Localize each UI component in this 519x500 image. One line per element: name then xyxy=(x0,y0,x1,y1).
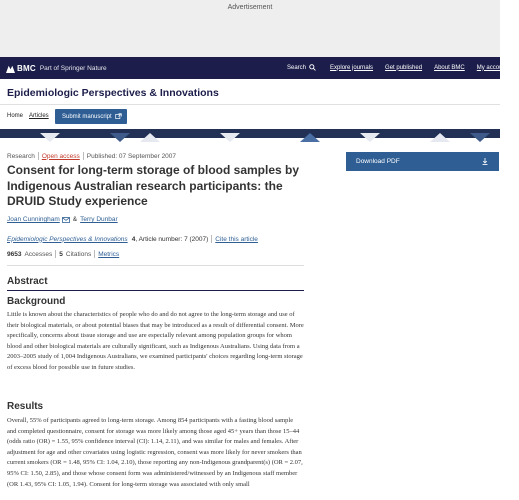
citations-count: 5 xyxy=(59,250,63,258)
submit-manuscript-button[interactable] xyxy=(55,109,127,124)
external-link-icon xyxy=(115,113,122,120)
advertisement-label: Advertisement xyxy=(227,4,273,11)
search-link[interactable] xyxy=(287,64,316,71)
abstract-divider xyxy=(7,290,304,291)
download-pdf-label: Download PDF xyxy=(356,158,400,165)
results-text: Overall, 55% of participants agreed to long-term storage. Among 854 participants with a fasting blood sample and completed questionnaire, consent for storage was more likely among those aged 45+ years than those 15–44 (odds ratio (OR) = 1.55, 95% confidence interval (CI): 1.14, 2.11), and was similar for males and females. After adjustment for age and other covariates using logistic regression, consent was more likely for never smokers than current smokers (OR = 1.48, 95% CI: 1.04, 2.10), those reporting any non-Indigenous grandparent(s) (OR = 2.07, 95% CI: 1.50, 2.85), and those whose consent form was administered/witnessed by an Indigenous staff member (OR 1.43, 95% CI: 1.05, 1.94). Consent for long-term storage was associated with only small xyxy=(7,417,303,488)
download-pdf-button[interactable] xyxy=(346,152,499,171)
submit-manuscript-label: Submit manuscript xyxy=(62,113,112,120)
article-meta xyxy=(7,152,176,160)
accesses-count: 9653 xyxy=(7,250,22,258)
decorative-banner xyxy=(0,129,500,138)
nav-my-account[interactable]: My account xyxy=(476,64,508,71)
bmc-logo-icon xyxy=(6,64,15,73)
abstract-heading: Abstract xyxy=(7,276,48,287)
divider xyxy=(55,250,56,258)
header-nav xyxy=(287,64,519,71)
nav-about-bmc[interactable]: About BMC xyxy=(434,64,465,71)
background-text: Little is known about the characteristics of people who do and do not agree to the long-term storage and use of their biological materials, or about potential biases that may be introduced as a result of differential consent. More specifically, concerns about tissue storage and use are especially relevant among population groups for whom blood and other biological materials are culturally significant, such as Indigenous Australians. Using data from a 2003–2005 study of 1,004 Indigenous Australians, we examined participants' choices regarding long-term storage of excess blood for possible use in future studies. xyxy=(7,311,304,371)
logo-text: BMC xyxy=(17,64,36,73)
cite-this-article-link[interactable]: Cite this article xyxy=(215,235,258,243)
journal-bar xyxy=(0,79,500,105)
author-link[interactable]: Terry Dunbar xyxy=(80,216,118,223)
search-icon xyxy=(309,64,316,71)
divider xyxy=(94,250,95,258)
subnav-home[interactable]: Home xyxy=(7,113,24,119)
advertisement-area xyxy=(0,0,500,57)
results-heading: Results xyxy=(7,401,44,412)
accesses-label: Accesses xyxy=(24,250,53,258)
banner-pattern xyxy=(0,133,500,142)
email-icon[interactable] xyxy=(62,217,70,223)
divider xyxy=(38,152,39,160)
nav-get-published[interactable]: Get published xyxy=(385,64,423,71)
article-type: Research xyxy=(7,152,35,160)
author-separator: & xyxy=(72,216,78,223)
citation-line xyxy=(7,235,258,243)
author-list xyxy=(7,216,118,223)
metrics-link[interactable]: Metrics xyxy=(98,250,120,258)
published-date: Published: 07 September 2007 xyxy=(86,152,177,160)
article-number: , Article number: 7 (2007) xyxy=(135,235,209,243)
article-title: Consent for long-term storage of blood samples by Indigenous Australian research participants: the DRUID Study experience xyxy=(7,163,300,208)
journal-subnav xyxy=(0,105,500,129)
divider xyxy=(211,235,212,243)
site-header xyxy=(0,57,508,79)
article-metrics xyxy=(7,250,119,258)
subnav-articles[interactable]: Articles xyxy=(29,113,49,119)
journal-title[interactable]: Epidemiologic Perspectives & Innovations xyxy=(7,87,219,99)
download-icon xyxy=(482,158,488,165)
citations-label: Citations xyxy=(65,250,92,258)
open-access-link[interactable]: Open access xyxy=(41,152,80,160)
logo-subtitle: Part of Springer Nature xyxy=(39,65,107,72)
bmc-logo[interactable] xyxy=(6,63,107,74)
background-heading: Background xyxy=(7,296,66,307)
divider xyxy=(7,265,304,266)
nav-explore-journals[interactable]: Explore journals xyxy=(330,64,374,71)
divider xyxy=(83,152,84,160)
journal-link[interactable]: Epidemiologic Perspectives & Innovations xyxy=(7,235,128,243)
author-link[interactable]: Joan Cunningham xyxy=(7,216,60,223)
search-label: Search xyxy=(287,64,307,71)
volume-number: 4 xyxy=(131,235,136,243)
